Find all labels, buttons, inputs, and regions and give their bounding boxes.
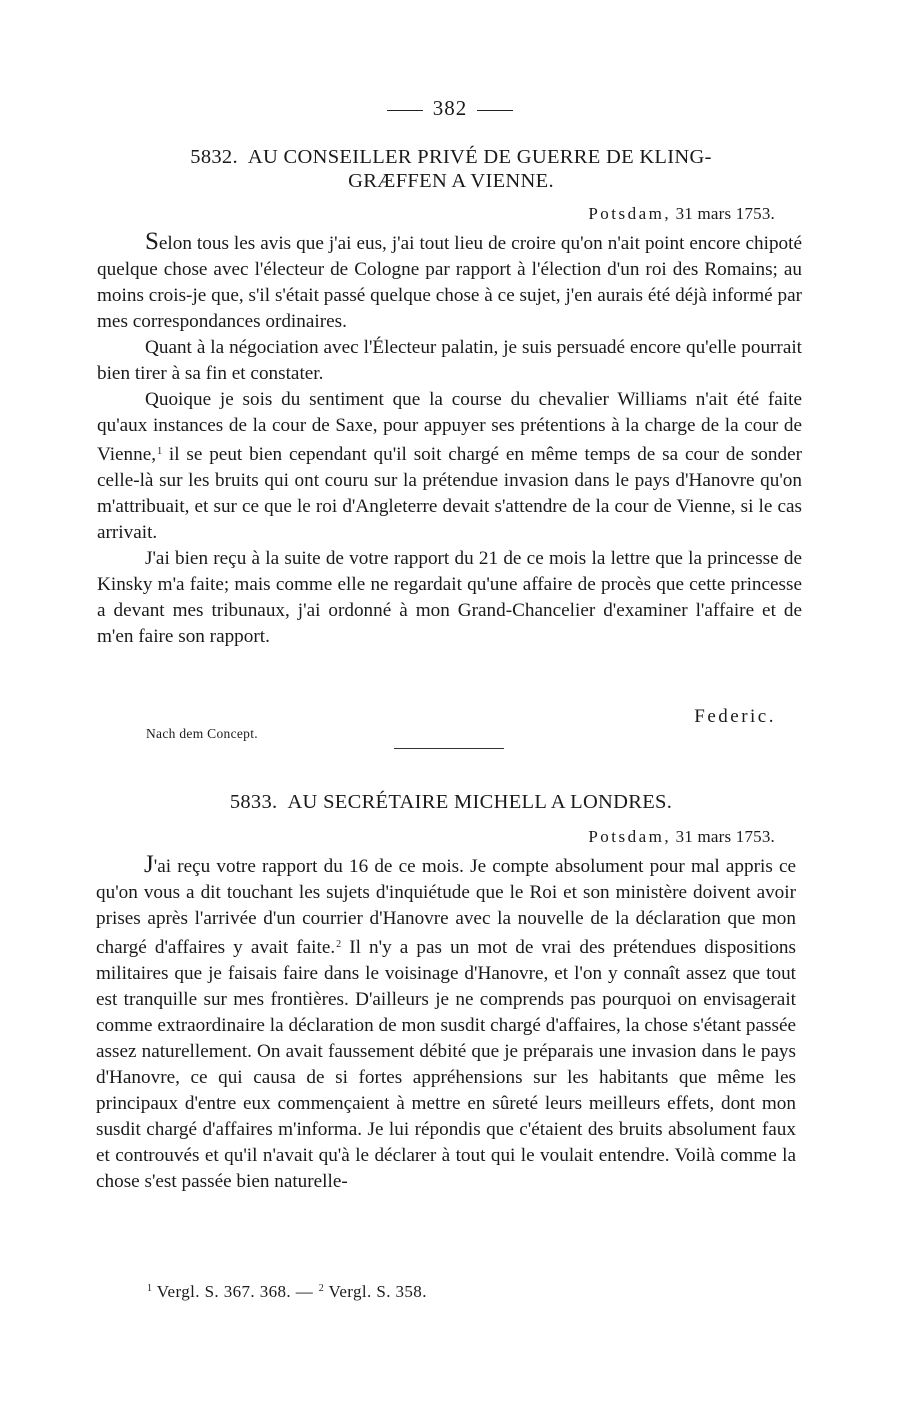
footnote-ref: 1: [157, 446, 163, 457]
initial-capital: J: [144, 851, 154, 878]
dateline-place: Potsdam,: [588, 204, 672, 223]
page-number-dash-right: [477, 110, 513, 111]
signature: Federic.: [694, 706, 776, 727]
paragraph: [97, 229, 802, 335]
paragraph-text: Quoique je sois du sentiment que la course du chevalier Williams n'ait été faite qu'aux instances de la cour de Saxe, pour appuyer ses prétentions à la charge de la cour de Vienne,: [97, 389, 802, 465]
paragraph: [97, 546, 802, 650]
paragraph-text: J'ai bien reçu à la suite de votre rapport du 21 de ce mois la lettre que la princesse de Kinsky m'a faite; mais comme elle ne regardait qu'une affaire de procès que cette princesse a devant mes tribunaux, j'ai ordonné à mon Grand-Chancelier d'examiner l'affaire et de m'en faire son rapport.: [97, 548, 802, 647]
footnotes: [146, 1282, 427, 1302]
letter-heading-5833: [96, 790, 806, 814]
dateline-date: 31 mars 1753.: [675, 827, 775, 846]
page-number-text: 382: [432, 96, 468, 120]
footnote-mark: 2: [318, 1283, 325, 1294]
heading-line-1: AU CONSEILLER PRIVÉ DE GUERRE DE KLING-: [247, 146, 712, 168]
source-note: Nach dem Concept.: [146, 726, 258, 741]
footnote-text: Vergl. S. 358.: [328, 1282, 427, 1301]
letter-body-5833: [96, 852, 796, 1195]
dateline-5833: [588, 827, 775, 847]
paragraph: [96, 852, 796, 1195]
initial-capital: S: [145, 228, 159, 255]
separator-rule: [394, 748, 504, 749]
letter-heading-5832: [96, 145, 806, 193]
letter-number: 5833.: [229, 791, 278, 813]
paragraph-text: Il n'y a pas un mot de vrai des prétendues dispositions militaires que je faisais faire dans le voisinage d'Hanovre, et l'on y connaît assez que tout est tranquille sur mes frontières. D'ailleurs je ne comprends pas pourquoi on envisagerait comme extraordinaire la déclaration de mon susdit chargé d'affaires, la chose s'étant passée assez naturellement. On avait faussement débité que je préparais une invasion dans le pays d'Hanovre, ce qui causa de si fortes appréhensions sur les habitants que même les principaux d'entre eux commençaient à mettre en sûreté leurs meilleurs effets, dont mon susdit chargé d'affaires m'informa. Je lui répondis que c'étaient des bruits absolument faux et controuvés et qu'il n'avait qu'à le déclarer à tout qui le voulait entendre. Voilà comme la chose s'est passée bien naturelle-: [96, 937, 796, 1192]
paragraph-text: il se peut bien cependant qu'il soit chargé en même temps de sa cour de sonder celle-là sur les bruits qui ont couru sur la prétendue invasion dans le pays d'Hanovre qu'on m'attribuait, et sur ce que le roi d'Angleterre devait s'attendre de la cour de Vienne, si le cas arrivait.: [97, 444, 802, 543]
footnote-ref: 2: [336, 939, 342, 950]
letter-body-5832: [97, 229, 802, 650]
dateline-date: 31 mars 1753.: [675, 204, 775, 223]
footnote-text: Vergl. S. 367. 368. —: [156, 1282, 314, 1301]
dateline-5832: [588, 204, 775, 224]
page-number-dash-left: [387, 110, 423, 111]
page-number: [0, 96, 900, 121]
paragraph-text: Quant à la négociation avec l'Électeur palatin, je suis persuadé encore qu'elle pourrait bien tirer à sa fin et constater.: [97, 337, 802, 384]
paragraph-text: 'ai reçu votre rapport du 16 de ce mois. Je compte absolument pour mal appris ce qu'on vous a dit touchant les sujets d'inquiétude que le Roi et son ministère doivent avoir prises après l'arrivée d'un courrier d'Hanovre avec la nouvelle de la déclaration que mon chargé d'affaires y avait faite.: [96, 856, 796, 958]
letter-number: 5832.: [190, 146, 238, 168]
dateline-place: Potsdam,: [588, 827, 672, 846]
paragraph: [97, 335, 802, 387]
paragraph: [97, 387, 802, 546]
heading-line-2: GRÆFFEN A VIENNE.: [348, 170, 554, 192]
footnote-mark: 1: [147, 1283, 153, 1294]
paragraph-text: elon tous les avis que j'ai eus, j'ai tout lieu de croire qu'on n'ait point encore chipoté quelque chose avec l'électeur de Cologne par rapport à l'élection d'un roi des Romains; au moins crois-je que, s'il s'était passé quelque chose à ce sujet, j'en aurais été déjà informé par mes correspondances ordinaires.: [97, 233, 802, 332]
heading-line-1: AU SECRÉTAIRE MICHELL A LONDRES.: [287, 791, 673, 813]
